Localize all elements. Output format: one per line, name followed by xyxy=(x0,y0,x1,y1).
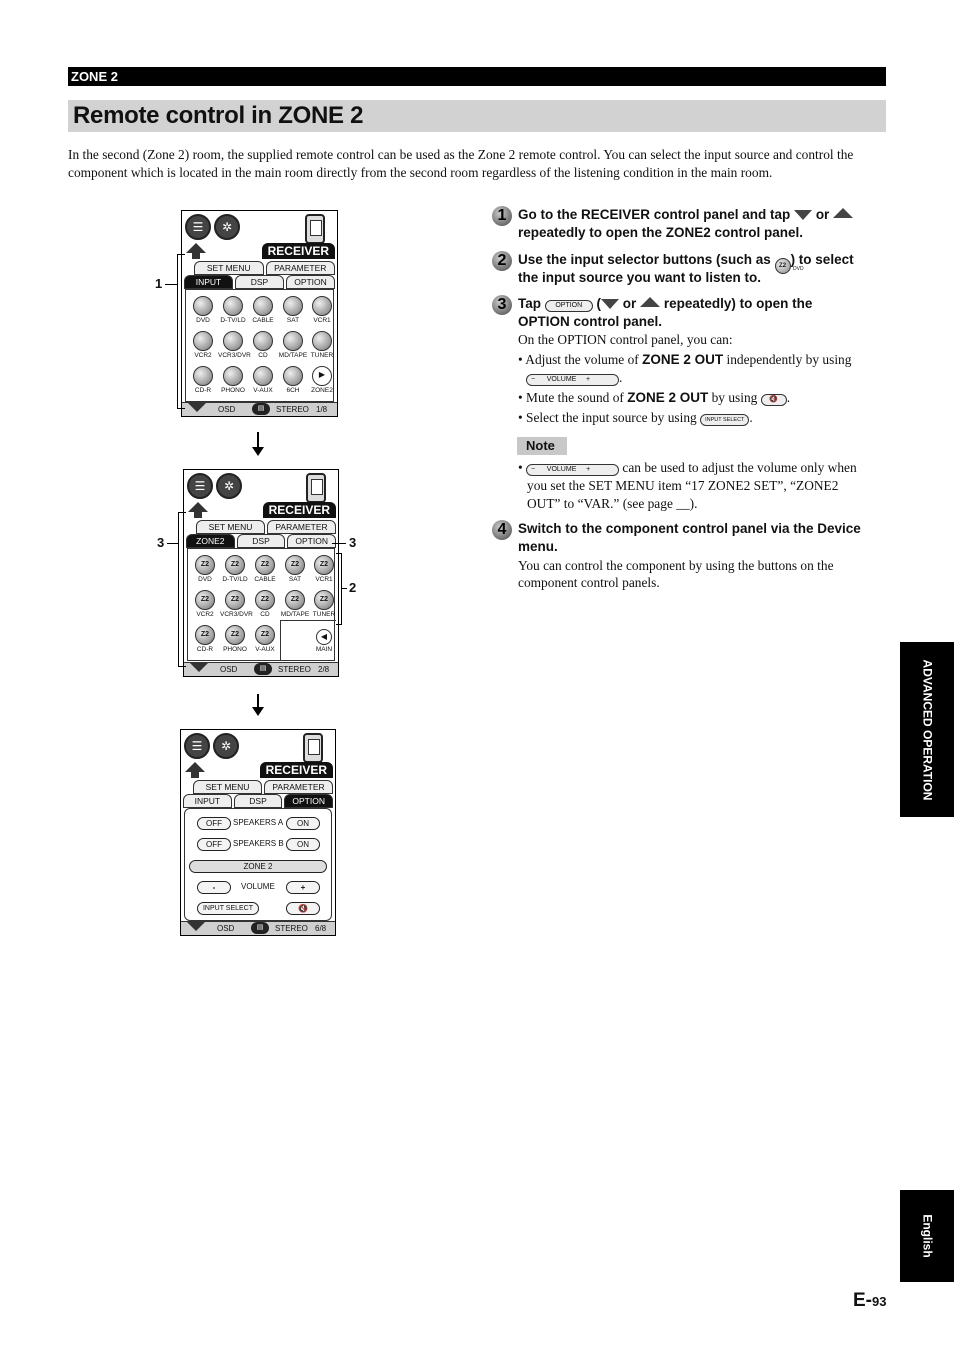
input-button[interactable] xyxy=(248,331,278,359)
title-bar xyxy=(68,100,886,132)
button-label: D-TV/LD xyxy=(220,317,246,324)
speakers-b-on-button[interactable]: ON xyxy=(286,838,320,851)
note-line-2: you set the SET MENU item “17 ZONE2 SET”, “ZONE2 xyxy=(527,478,839,493)
bullet-input: • Select the input source by using INPUT SELECT . xyxy=(518,410,753,425)
zone2-input-button[interactable] xyxy=(250,590,280,618)
button-label: D-TV/LD xyxy=(222,576,248,583)
input-button[interactable] xyxy=(248,296,278,324)
tab-dsp[interactable]: DSP xyxy=(234,794,283,808)
tab-row-bottom xyxy=(184,275,335,289)
page-number-value: 93 xyxy=(872,1294,887,1309)
z2-badge: Z2 xyxy=(195,555,215,575)
z2-badge: Z2 xyxy=(314,590,334,610)
zone2-input-button[interactable] xyxy=(220,590,253,618)
main-button[interactable] xyxy=(309,629,339,653)
remote-device-icon[interactable] xyxy=(303,733,323,763)
note-line-3: OUT” to “VAR.” (see page __). xyxy=(527,496,698,511)
remote-panel-input xyxy=(181,210,338,417)
page-title: Remote control in ZONE 2 xyxy=(73,102,364,129)
input-select-button[interactable]: INPUT SELECT xyxy=(197,902,259,915)
up-arrow-icon[interactable] xyxy=(186,243,206,253)
bracket-3 xyxy=(178,512,186,667)
tab-option[interactable]: OPTION xyxy=(287,534,336,548)
tab-set-menu[interactable]: SET MENU xyxy=(196,520,265,534)
receiver-label: RECEIVER xyxy=(262,243,335,259)
side-tab-advanced-label: ADVANCED OPERATION xyxy=(920,659,935,800)
zone2-input-button[interactable] xyxy=(309,555,339,583)
button-label: CD-R xyxy=(196,646,214,653)
list-icon[interactable]: ☰ xyxy=(185,214,211,240)
step-4-line-2: menu. xyxy=(518,539,558,554)
step-3-number: 3 xyxy=(492,295,512,315)
zone2-input-button[interactable] xyxy=(190,625,220,653)
z2-badge: Z2 xyxy=(255,555,275,575)
input-button[interactable] xyxy=(278,296,308,324)
input-button[interactable] xyxy=(278,366,308,394)
button-label: DVD xyxy=(198,576,212,583)
bullet-volume xyxy=(518,351,886,369)
button-label: MD/TAPE xyxy=(278,352,308,359)
button-label: 6CH xyxy=(286,387,300,394)
zone2-button[interactable] xyxy=(307,366,337,394)
page-indicator: 6/8 xyxy=(315,924,327,933)
button-label: TUNER xyxy=(312,611,336,618)
callout-line-3-left xyxy=(167,543,178,544)
bullet-mute-b: by using xyxy=(711,390,758,405)
zone2-input-button[interactable] xyxy=(309,590,339,618)
bullet-volume-line-2: − VOLUME + . xyxy=(526,369,622,387)
flow-arrow-1 xyxy=(257,432,259,448)
book-icon[interactable]: ▤ xyxy=(251,922,269,934)
up-arrow-icon xyxy=(640,297,660,307)
input-button[interactable] xyxy=(218,296,248,324)
step-1-line-1 xyxy=(518,206,888,224)
volume-control-icon: − VOLUME + xyxy=(526,464,619,476)
remote-device-icon[interactable] xyxy=(305,214,325,244)
callout-line-2 xyxy=(342,588,347,589)
side-tab-advanced-operation[interactable] xyxy=(900,642,954,817)
volume-down-button[interactable]: - xyxy=(197,881,231,894)
step-4-number: 4 xyxy=(492,520,512,540)
zone2-heading: ZONE 2 xyxy=(189,860,327,873)
z2-badge: Z2 xyxy=(195,625,215,645)
yamaha-logo-icon[interactable]: ✲ xyxy=(213,733,239,759)
button-label: ZONE2 xyxy=(311,387,333,394)
up-arrow-icon[interactable] xyxy=(185,762,205,772)
tab-parameter[interactable]: PARAMETER xyxy=(267,520,336,534)
up-arrow-icon xyxy=(833,208,853,218)
step-4-body-2: component control panels. xyxy=(518,575,660,590)
z2-badge: Z2 xyxy=(285,590,305,610)
callout-line-3-right xyxy=(332,543,346,544)
flow-arrow-2 xyxy=(257,694,259,708)
tab-set-menu[interactable]: SET MENU xyxy=(194,261,264,275)
step-2-text-a: Use the input selector buttons (such as xyxy=(518,252,771,267)
speakers-a-label: SPEAKERS A xyxy=(233,818,284,827)
zone2-input-button[interactable] xyxy=(220,625,250,653)
button-label: VCR3/DVR xyxy=(220,611,253,618)
zone2-button-grid xyxy=(187,548,335,661)
bullet-mute: • Mute the sound of ZONE 2 OUT by using 🔇 . xyxy=(518,390,791,405)
step-3-body: On the OPTION control panel, you can: xyxy=(518,332,733,347)
input-button[interactable] xyxy=(218,366,248,394)
mute-icon: 🔇 xyxy=(298,904,308,913)
step-3-line-1: Tap OPTION ( or repeatedly) to open the xyxy=(518,296,813,311)
down-arrow-icon[interactable] xyxy=(188,403,206,412)
bracket-1 xyxy=(177,254,185,409)
bullet-input-a: • Select the input source by using xyxy=(518,410,697,425)
note-line-1: • − VOLUME + can be used to adjust the volume only when xyxy=(518,460,857,475)
tab-option[interactable]: OPTION xyxy=(286,275,335,289)
zone2-input-button[interactable] xyxy=(220,555,250,583)
button-label: DVD xyxy=(196,317,210,324)
remote-device-icon[interactable] xyxy=(306,473,326,503)
receiver-label: RECEIVER xyxy=(263,502,336,518)
button-label: VCR1 xyxy=(313,317,331,324)
up-arrow-icon[interactable] xyxy=(188,502,208,512)
button-label: CABLE xyxy=(252,317,274,324)
zone2-input-button[interactable] xyxy=(250,625,280,653)
tab-parameter[interactable]: PARAMETER xyxy=(264,780,333,794)
osd-label[interactable]: OSD xyxy=(220,665,238,674)
list-icon[interactable]: ☰ xyxy=(187,473,213,499)
callout-1: 1 xyxy=(155,276,163,291)
z2-badge: Z2 xyxy=(225,625,245,645)
button-label: VCR3/DVR xyxy=(218,352,251,359)
mute-button[interactable] xyxy=(286,902,320,915)
callout-3-right: 3 xyxy=(349,535,357,550)
button-label: VCR2 xyxy=(196,611,214,618)
volume-up-button[interactable]: + xyxy=(286,881,320,894)
down-arrow-icon[interactable] xyxy=(187,922,205,931)
tab-input[interactable]: INPUT xyxy=(184,275,233,289)
button-label: CD xyxy=(258,352,268,359)
z2-badge: Z2 xyxy=(285,555,305,575)
z2-dvd-icon-label: DVD xyxy=(793,266,804,272)
note-text-a: can be used to adjust the volume only when xyxy=(622,460,857,475)
side-tab-english[interactable] xyxy=(900,1190,954,1282)
down-arrow-icon xyxy=(601,299,619,309)
input-button[interactable] xyxy=(218,331,251,359)
tab-row-top xyxy=(193,780,333,794)
z2-badge: Z2 xyxy=(225,590,245,610)
volume-label: VOLUME xyxy=(241,882,275,891)
input-button[interactable] xyxy=(248,366,278,394)
button-label: CD-R xyxy=(194,387,212,394)
step-3-or: or xyxy=(622,296,637,311)
bullet-mute-bold: ZONE 2 OUT xyxy=(627,390,709,405)
button-label: VCR2 xyxy=(194,352,212,359)
input-button[interactable] xyxy=(188,296,218,324)
step-4-line-1: Switch to the component control panel via the Device xyxy=(518,521,861,536)
step-1-number: 1 xyxy=(492,206,512,226)
callout-3-left: 3 xyxy=(157,535,165,550)
side-tab-english-label: English xyxy=(920,1214,935,1258)
button-label: VCR1 xyxy=(315,576,333,583)
status-bar xyxy=(181,921,335,935)
book-icon[interactable]: ▤ xyxy=(254,663,272,675)
input-button[interactable] xyxy=(188,331,218,359)
z2-dvd-icon: Z2 xyxy=(775,258,791,274)
button-label: SAT xyxy=(288,576,302,583)
button-label: CABLE xyxy=(254,576,276,583)
button-label: MAIN xyxy=(315,646,333,653)
step-2-number: 2 xyxy=(492,251,512,271)
bullet-volume-b: independently by using xyxy=(726,352,852,367)
bullet-volume-a: • Adjust the volume of xyxy=(518,352,639,367)
input-select-icon: INPUT SELECT xyxy=(700,414,749,426)
zone2-input-button[interactable] xyxy=(250,555,280,583)
tab-dsp[interactable]: DSP xyxy=(235,275,284,289)
z2-badge: Z2 xyxy=(314,555,334,575)
status-bar xyxy=(182,402,337,416)
callout-2: 2 xyxy=(349,580,357,595)
yamaha-logo-icon[interactable]: ✲ xyxy=(214,214,240,240)
list-icon[interactable]: ☰ xyxy=(184,733,210,759)
z2-badge: Z2 xyxy=(255,625,275,645)
zone2-input-button[interactable] xyxy=(190,555,220,583)
tab-set-menu[interactable]: SET MENU xyxy=(193,780,262,794)
step-3-tap: Tap xyxy=(518,296,541,311)
tab-row-bottom xyxy=(183,794,333,808)
step-1-text-a: Go to the RECEIVER control panel and tap xyxy=(518,207,791,222)
z2-badge: Z2 xyxy=(195,590,215,610)
book-icon[interactable]: ▤ xyxy=(252,403,270,415)
zone2-input-button[interactable] xyxy=(280,590,310,618)
button-label: PHONO xyxy=(223,646,247,653)
page-indicator: 2/8 xyxy=(318,665,330,674)
step-2-line-2: the input source you want to listen to. xyxy=(518,270,762,285)
input-button[interactable] xyxy=(307,331,337,359)
remote-panel-zone2 xyxy=(183,469,339,677)
intro-paragraph: In the second (Zone 2) room, the supplied remote control can be used as the Zone 2 remote control. You can select the input source and control the component which is located in the main room directly from the second room regardless of the listening condition in the main room. xyxy=(68,147,854,180)
mode-label: STEREO xyxy=(276,405,309,414)
z2-badge: Z2 xyxy=(255,590,275,610)
button-label: V-AUX xyxy=(253,387,273,394)
status-bar xyxy=(184,662,338,676)
volume-control-icon: − VOLUME + xyxy=(526,374,619,386)
yamaha-logo-icon[interactable]: ✲ xyxy=(216,473,242,499)
callout-bracket-2 xyxy=(336,553,342,625)
step-3-text-b: repeatedly) to open the xyxy=(663,296,813,311)
page-number xyxy=(853,1290,886,1312)
input-button-grid xyxy=(185,289,334,402)
bullet-volume-bold: ZONE 2 OUT xyxy=(642,352,724,367)
input-button[interactable] xyxy=(278,331,308,359)
tab-row-bottom xyxy=(186,534,336,548)
section-header: ZONE 2 xyxy=(68,67,886,86)
speakers-b-label: SPEAKERS B xyxy=(233,839,284,848)
note-label: Note xyxy=(517,437,567,455)
step-3-line-2: OPTION control panel. xyxy=(518,314,663,329)
play-icon: ▶ xyxy=(312,366,332,386)
back-icon: ◀ xyxy=(316,629,332,645)
tab-zone2[interactable]: ZONE2 xyxy=(186,534,235,548)
page-prefix: E- xyxy=(853,1290,872,1311)
mode-label: STEREO xyxy=(278,665,311,674)
mute-icon: 🔇 xyxy=(761,394,787,406)
page-indicator: 1/8 xyxy=(316,405,328,414)
button-label: CD xyxy=(260,611,270,618)
callout-line-1 xyxy=(165,284,177,285)
tab-dsp[interactable]: DSP xyxy=(237,534,286,548)
z2-badge: Z2 xyxy=(225,555,245,575)
input-button[interactable] xyxy=(188,366,218,394)
osd-label[interactable]: OSD xyxy=(218,405,236,414)
tab-option[interactable]: OPTION xyxy=(284,794,333,808)
button-label: PHONO xyxy=(221,387,245,394)
down-arrow-icon xyxy=(794,210,812,220)
zone2-input-button[interactable] xyxy=(280,555,310,583)
option-tab-icon: OPTION xyxy=(545,300,593,312)
speakers-a-off-button[interactable]: OFF xyxy=(197,817,231,830)
step-1-or: or xyxy=(815,207,830,222)
step-1-line-2: repeatedly to open the ZONE2 control panel. xyxy=(518,225,804,240)
button-label: TUNER xyxy=(310,352,334,359)
mode-label: STEREO xyxy=(275,924,308,933)
bullet-mute-a: • Mute the sound of xyxy=(518,390,624,405)
osd-label[interactable]: OSD xyxy=(217,924,235,933)
button-label: V-AUX xyxy=(255,646,275,653)
receiver-label: RECEIVER xyxy=(260,762,333,778)
button-label: SAT xyxy=(286,317,300,324)
step-2-text-b: ) to select xyxy=(790,252,854,267)
step-4-body-1: You can control the component by using the buttons on the xyxy=(518,558,834,573)
down-arrow-icon[interactable] xyxy=(190,663,208,672)
input-button[interactable] xyxy=(307,296,337,324)
tab-input[interactable]: INPUT xyxy=(183,794,232,808)
zone2-input-button[interactable] xyxy=(190,590,220,618)
speakers-b-off-button[interactable]: OFF xyxy=(197,838,231,851)
speakers-a-on-button[interactable]: ON xyxy=(286,817,320,830)
tab-row-top xyxy=(196,520,336,534)
tab-parameter[interactable]: PARAMETER xyxy=(266,261,336,275)
button-label: MD/TAPE xyxy=(280,611,310,618)
remote-panel-option xyxy=(180,729,336,936)
tab-row-top xyxy=(194,261,335,275)
